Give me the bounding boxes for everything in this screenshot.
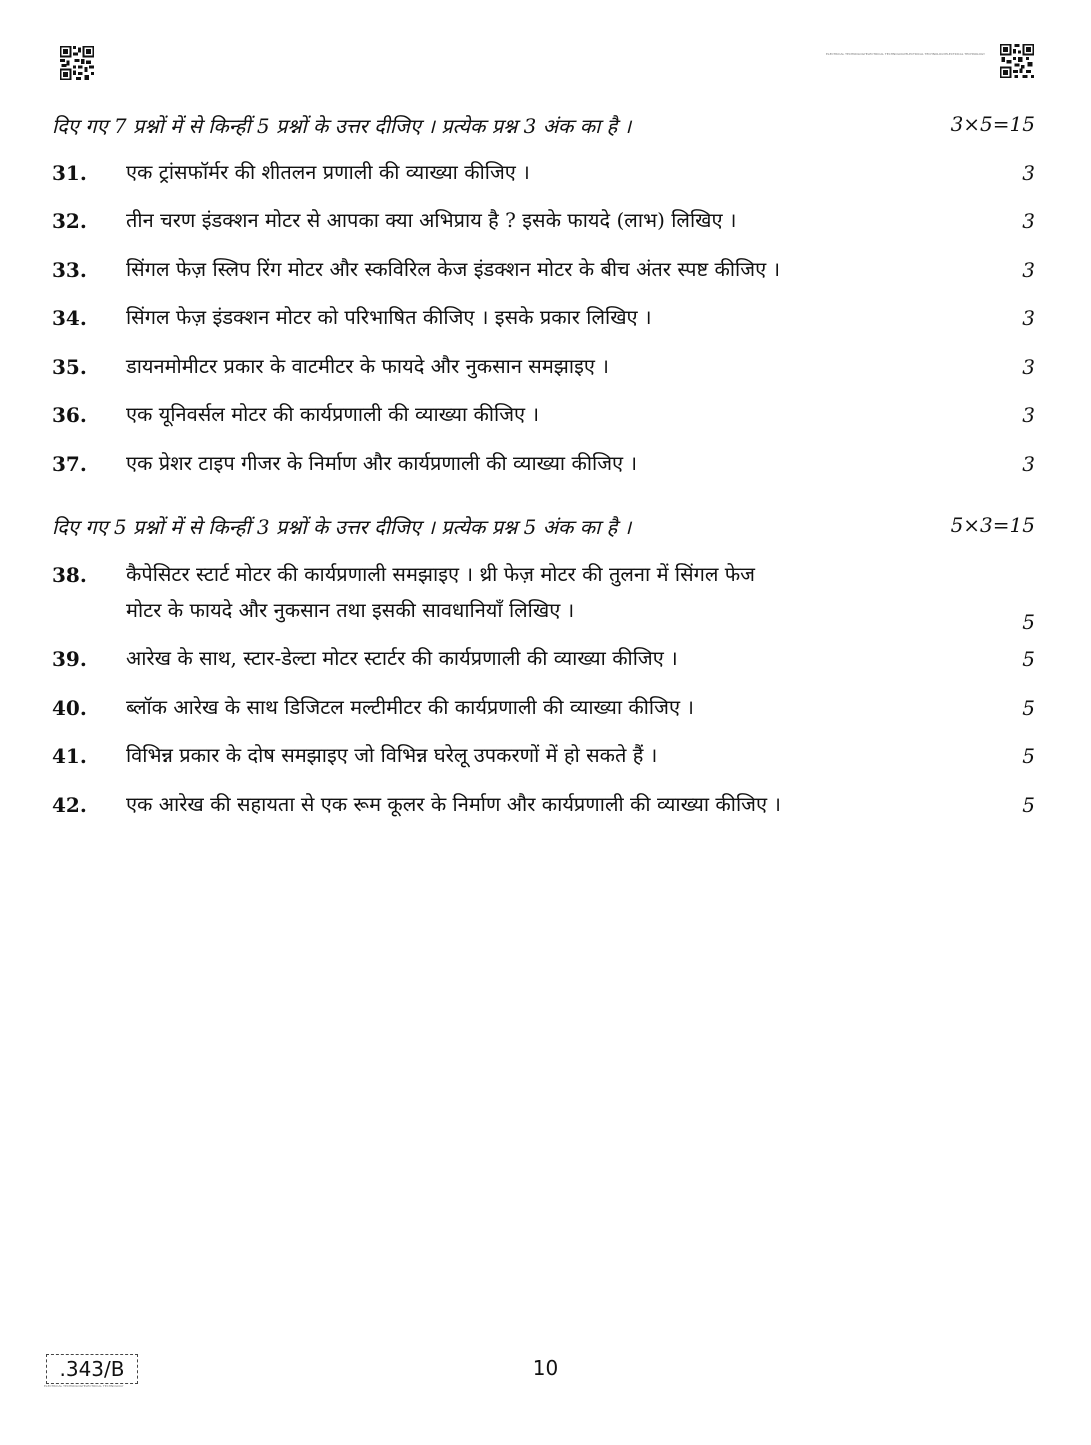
- section-instruction-text: दिए गए 7 प्रश्नों में से किन्हीं 5 प्रश्नों के उत्तर दीजिए । प्रत्येक प्रश्न 3 अंक का है ।: [52, 114, 632, 138]
- question-number: 41.: [52, 744, 87, 768]
- question-number: 39.: [52, 647, 87, 671]
- question-text-line: कैपेसिटर स्टार्ट मोटर की कार्यप्रणाली समझाइए । थ्री फेज़ मोटर की तुलना में सिंगल फेज: [126, 562, 756, 586]
- question-text: ब्लॉक आरेख के साथ डिजिटल मल्टीमीटर की कार्यप्रणाली की व्याख्या कीजिए ।: [126, 695, 694, 719]
- question-item: [52, 562, 1035, 634]
- question-item: [52, 209, 1035, 240]
- question-number: 31.: [52, 161, 87, 185]
- question-item: [52, 647, 1035, 678]
- question-text: एक आरेख की सहायता से एक रूम कूलर के निर्माण और कार्यप्रणाली की व्याख्या कीजिए ।: [126, 792, 781, 816]
- question-item: [52, 696, 1035, 727]
- question-mark: 3: [1022, 452, 1035, 476]
- question-mark: 5: [1022, 647, 1035, 671]
- question-mark: 5: [1022, 610, 1035, 634]
- section-instruction: [52, 112, 1035, 139]
- question-mark: 3: [1022, 258, 1035, 282]
- question-number: 35.: [52, 355, 87, 379]
- microtext: ELECTRICAL TECHNOLOGYELECTRICAL TECHNOLOGYELECTRICAL TECHNOLOGYELECTRICAL TECHNOLOGY: [826, 52, 985, 56]
- question-mark: 3: [1022, 209, 1035, 233]
- question-item: [52, 161, 1035, 192]
- question-text: विभिन्न प्रकार के दोष समझाइए जो विभिन्न घरेलू उपकरणों में हो सकते हैं ।: [126, 743, 658, 767]
- paper-code: .343/B: [46, 1354, 138, 1384]
- section-marks: 5×3=15: [950, 513, 1035, 537]
- question-text: एक ट्रांसफॉर्मर की शीतलन प्रणाली की व्याख्या कीजिए ।: [126, 160, 530, 184]
- page-number: 10: [532, 1356, 559, 1380]
- question-item: [52, 403, 1035, 434]
- question-text: सिंगल फेज़ इंडक्शन मोटर को परिभाषित कीजिए । इसके प्रकार लिखिए ।: [126, 305, 652, 329]
- section-instruction: [52, 513, 1035, 540]
- question-number: 32.: [52, 209, 87, 233]
- question-number: 40.: [52, 696, 87, 720]
- question-mark: 3: [1022, 355, 1035, 379]
- question-text: एक प्रेशर टाइप गीजर के निर्माण और कार्यप्रणाली की व्याख्या कीजिए ।: [126, 451, 638, 475]
- question-number: 42.: [52, 793, 87, 817]
- question-mark: 5: [1022, 744, 1035, 768]
- question-text: सिंगल फेज़ स्लिप रिंग मोटर और स्कविरिल केज इंडक्शन मोटर के बीच अंतर स्पष्ट कीजिए ।: [126, 257, 781, 281]
- question-mark: 5: [1022, 793, 1035, 817]
- question-item: [52, 355, 1035, 386]
- question-number: 38.: [52, 563, 87, 587]
- question-item: [52, 306, 1035, 337]
- question-item: [52, 452, 1035, 483]
- question-text: तीन चरण इंडक्शन मोटर से आपका क्या अभिप्राय है ? इसके फायदे (लाभ) लिखिए ।: [126, 208, 737, 232]
- qr-code-icon: [1000, 44, 1034, 78]
- microtext: ELECTRICAL TECHNOLOGYELECTRICAL TECHNOLOGY: [44, 1384, 124, 1388]
- section-instruction-text: दिए गए 5 प्रश्नों में से किन्हीं 3 प्रश्नों के उत्तर दीजिए । प्रत्येक प्रश्न 5 अंक का है ।: [52, 515, 632, 539]
- question-item: [52, 744, 1035, 775]
- question-number: 37.: [52, 452, 87, 476]
- question-number: 33.: [52, 258, 87, 282]
- question-mark: 3: [1022, 306, 1035, 330]
- question-text-line: मोटर के फायदे और नुकसान तथा इसकी सावधानियाँ लिखिए ।: [126, 598, 575, 622]
- question-text: एक यूनिवर्सल मोटर की कार्यप्रणाली की व्याख्या कीजिए ।: [126, 402, 540, 426]
- question-item: [52, 258, 1035, 289]
- question-mark: 3: [1022, 403, 1035, 427]
- question-number: 34.: [52, 306, 87, 330]
- question-text: आरेख के साथ, स्टार-डेल्टा मोटर स्टार्टर की कार्यप्रणाली की व्याख्या कीजिए ।: [126, 646, 678, 670]
- question-number: 36.: [52, 403, 87, 427]
- section-marks: 3×5=15: [950, 112, 1035, 136]
- question-mark: 5: [1022, 696, 1035, 720]
- qr-code-icon: [60, 46, 94, 80]
- question-item: [52, 793, 1035, 824]
- question-text: डायनमोमीटर प्रकार के वाटमीटर के फायदे और नुकसान समझाइए ।: [126, 354, 609, 378]
- question-mark: 3: [1022, 161, 1035, 185]
- question-text: [126, 554, 995, 630]
